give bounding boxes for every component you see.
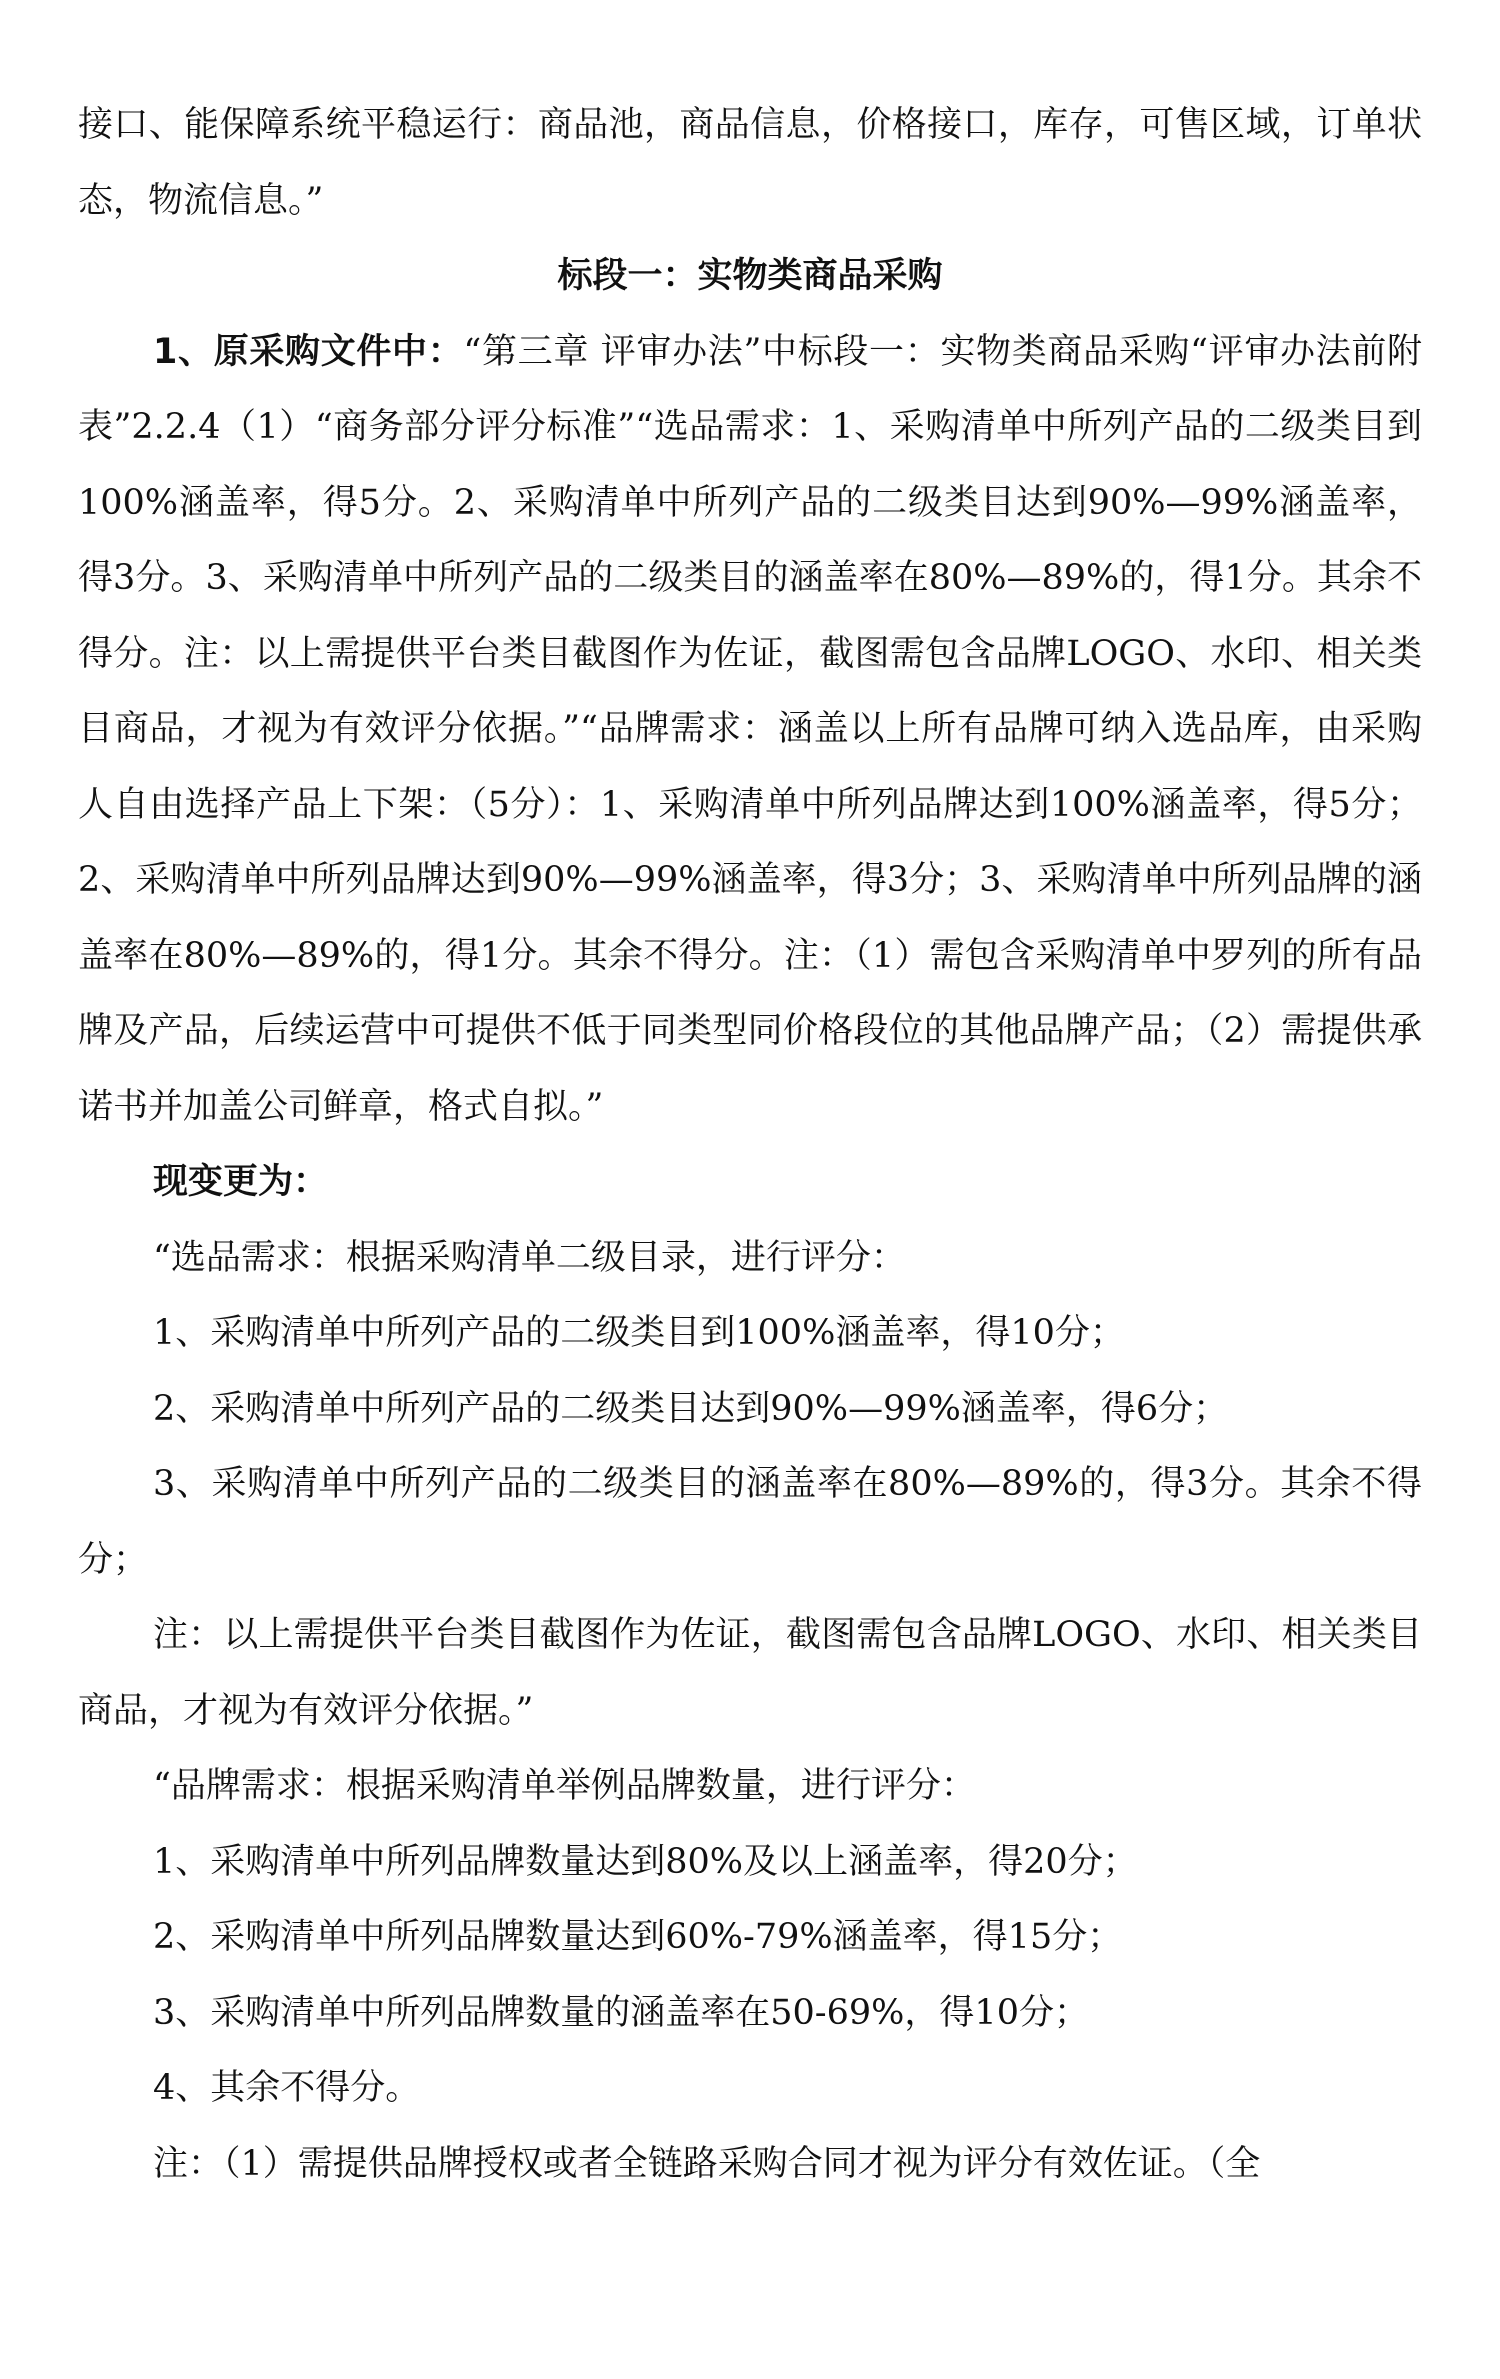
section-heading: 标段一：实物类商品采购	[557, 256, 943, 296]
paragraph-selection-note: 注：以上需提供平台类目截图作为佐证，截图需包含品牌LOGO、水印、相关类目商品，才视为有效评分依据。”	[78, 1615, 1422, 1731]
paragraph-original-terms	[78, 315, 1422, 1146]
paragraph-brand-item-2: 2、采购清单中所列品牌数量达到60%-79%涵盖率，得15分；	[153, 1917, 1123, 1957]
paragraph-brand-intro: “品牌需求：根据采购清单举例品牌数量，进行评分：	[153, 1766, 976, 1806]
document-page	[78, 88, 1422, 2202]
paragraph-brand-item-1: 1、采购清单中所列品牌数量达到80%及以上涵盖率，得20分；	[153, 1841, 1138, 1882]
paragraph-selection-item-1: 1、采购清单中所列产品的二级类目到100%涵盖率，得10分；	[153, 1313, 1125, 1353]
paragraph-brand-note: 注：（1）需提供品牌授权或者全链路采购合同才视为评分有效佐证。（全	[153, 2143, 1261, 2184]
paragraph-selection-item-3: 3、采购清单中所列产品的二级类目的涵盖率在80%—89%的，得3分。其余不得分；	[78, 1464, 1422, 1580]
paragraph-selection-item-2: 2、采购清单中所列产品的二级类目达到90%—99%涵盖率，得6分；	[153, 1388, 1229, 1429]
paragraph-continuation: 接口、能保障系统平稳运行：商品池，商品信息，价格接口，库存，可售区域，订单状态，物流信息。”	[78, 105, 1422, 221]
original-terms-label: 1、原采购文件中：	[153, 331, 464, 372]
original-terms-text: “第三章 评审办法”中标段一：实物类商品采购“评审办法前附表”2.2.4（1）“商务部分评分标准”“选品需求：1、采购清单中所列产品的二级类目到100%涵盖率，得5分。2、采购清单中所列产品的二级类目达到90%—99%涵盖率，得3分。3、采购清单中所列产品的二级类目的涵盖率在80%—89%的，得1分。其余不得分。注：以上需提供平台类目截图作为佐证，截图需包含品牌LOGO、水印、相关类目商品，才视为有效评分依据。”“品牌需求：涵盖以上所有品牌可纳入选品库，由采购人自由选择产品上下架：（5分）：1、采购清单中所列品牌达到100%涵盖率，得5分；2、采购清单中所列品牌达到90%—99%涵盖率，得3分；3、采购清单中所列品牌的涵盖率在80%—89%的，得1分。其余不得分。注：（1）需包含采购清单中罗列的所有品牌及产品，后续运营中可提供不低于同类型同价格段位的其他品牌产品；（2）需提供承诺书并加盖公司鲜章，格式自拟。”	[78, 331, 1423, 1127]
change-label: 现变更为：	[153, 1162, 329, 1202]
paragraph-selection-intro: “选品需求：根据采购清单二级目录，进行评分：	[153, 1237, 906, 1278]
paragraph-brand-item-3: 3、采购清单中所列品牌数量的涵盖率在50-69%，得10分；	[153, 1992, 1089, 2033]
paragraph-brand-item-4: 4、其余不得分。	[153, 2068, 421, 2108]
